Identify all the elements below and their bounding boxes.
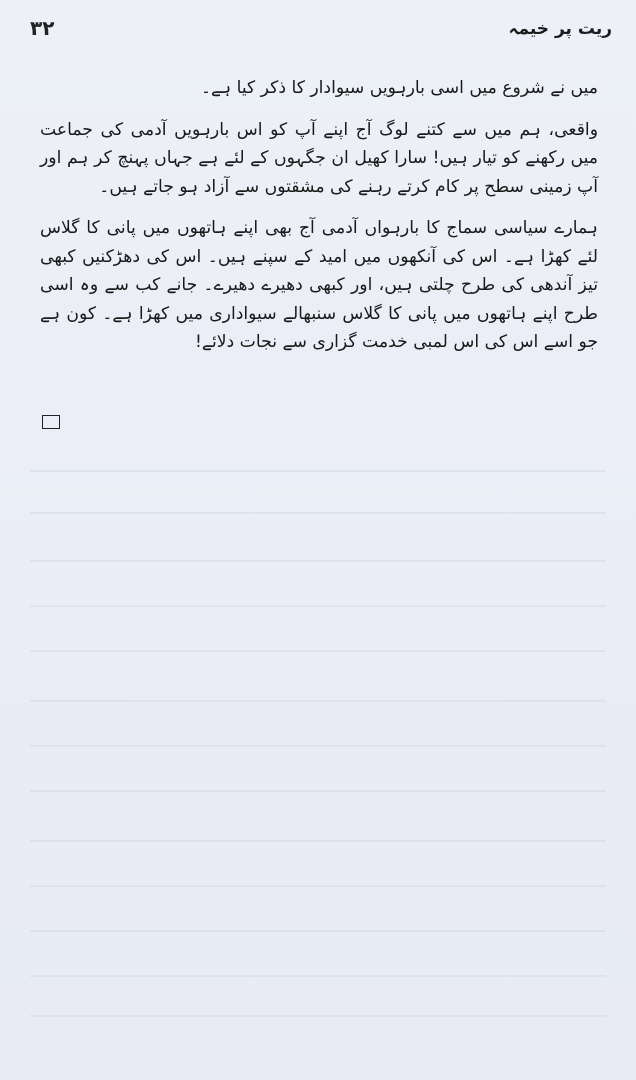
paragraph-1: میں نے شروع میں اسی بارہویں سیوادار کا ذکر کیا ہے۔ [200, 78, 598, 98]
show-through-line [30, 1015, 606, 1017]
show-through-line [30, 650, 606, 652]
paragraph-3: ہمارے سیاسی سماج کا بارہواں آدمی آج بھی اپنے ہاتھوں میں پانی کا گلاس لئے کھڑا ہے۔ اس کی آنکھوں میں امید کے سپنے ہیں۔ اس کی دھڑکنیں کبھی تیز آندھی کی طرح چلتی ہیں، اور کبھی دھیرے دھیرے۔ جانے کب سے وہ اسی طرح اپنے ہاتھوں میں پانی کا گلاس سنبھالے سیواداری میں کھڑا ہے۔ کون ہے جو اسے اس کی اس لمبی خدمت گزاری سے نجات دلائے! [40, 218, 598, 352]
show-through-line [30, 605, 606, 607]
show-through-line [30, 470, 606, 472]
show-through-line [30, 560, 606, 562]
show-through-line [30, 700, 606, 702]
show-through-line [30, 790, 606, 792]
show-through-line [30, 840, 606, 842]
show-through-line [30, 930, 606, 932]
page-body [40, 74, 598, 370]
book-title: ریت پر خیمہ [508, 19, 612, 39]
show-through-line [30, 975, 606, 977]
page-number: ۳۲ [30, 16, 55, 40]
show-through-line [30, 512, 606, 514]
show-through-line [30, 745, 606, 747]
paragraph-2: واقعی، ہم میں سے کتنے لوگ آج اپنے آپ کو اس بارہویں آدمی کی جماعت میں رکھنے کو تیار ہیں! سارا کھیل ان جگہوں کے لئے ہے جہاں پہنچ کر ہم اور آپ زمینی سطح پر کام کرتے رہنے کی مشقتوں سے آزاد ہو جاتے ہیں۔ [40, 119, 598, 197]
page-header [22, 12, 614, 48]
show-through-line [30, 885, 606, 887]
end-of-text-square-mark [42, 415, 60, 429]
